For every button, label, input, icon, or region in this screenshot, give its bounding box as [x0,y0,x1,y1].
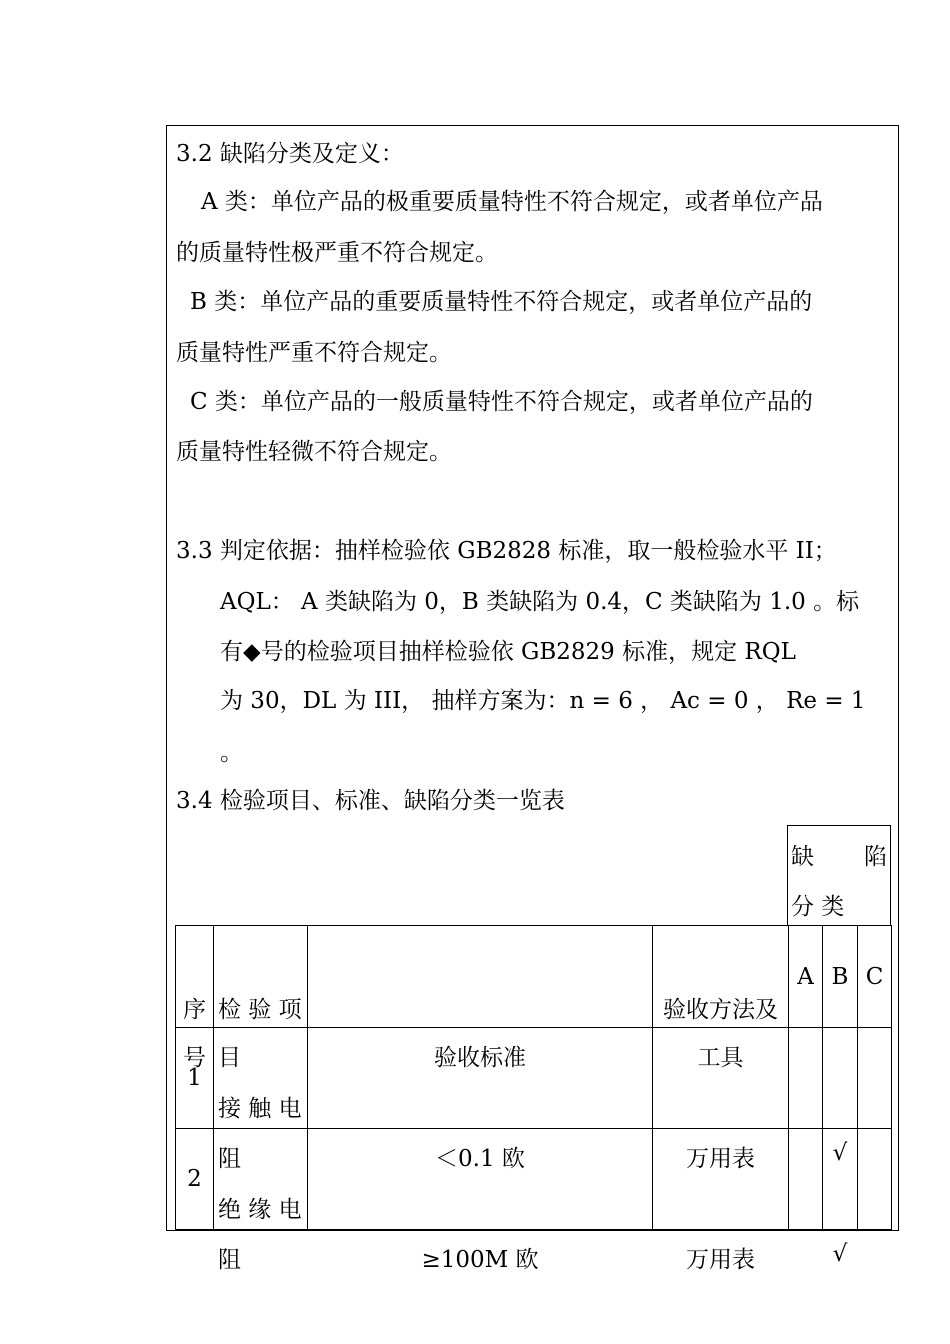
class-b-definition-line1: B 类：单位产品的重要质量特性不符合规定，或者单位产品的 [190,289,813,315]
header-class-b: B [823,926,858,1028]
table-header-row [176,926,892,1028]
row-acceptance-standard: ≥100M 欧 [308,1129,653,1230]
section-3-4-title: 3.4 检验项目、标准、缺陷分类一览表 [176,788,565,814]
row-class-a [789,1028,823,1129]
class-a-definition-line1: A 类：单位产品的极重要质量特性不符合规定，或者单位产品 [201,189,823,215]
row-class-c [858,1028,892,1129]
header-acceptance-method: 验收方法及 工具 [653,926,789,1028]
section-3-3-line1: 3.3 判定依据：抽样检验依 GB2828 标准，取一般检验水平 II； [176,538,837,564]
row-acceptance-method: 万用表 [653,1129,789,1230]
row-class-c [858,1129,892,1230]
header-class-c: C [858,926,892,1028]
row-acceptance-standard: ＜0.1 欧 [308,1028,653,1129]
inspection-table [175,925,892,1273]
section-3-3-line3: 有◆号的检验项目抽样检验依 GB2829 标准，规定 RQL [220,639,796,665]
class-c-definition-line2: 质量特性轻微不符合规定。 [176,439,452,465]
class-a-definition-line2: 的质量特性极严重不符合规定。 [176,240,498,266]
class-c-definition-line1: C 类：单位产品的一般质量特性不符合规定，或者单位产品的 [190,389,813,415]
check-mark-icon: √ [832,1140,848,1166]
row-class-a [789,1129,823,1230]
section-3-3-line2: AQL： A 类缺陷为 0，B 类缺陷为 0.4，C 类缺陷为 1.0 。标 [220,589,860,615]
defect-classification-header: 缺 陷 分 类 [787,825,891,925]
section-3-3-line4: 为 30，DL 为 III， 抽样方案为：n = 6 ， Ac = 0 ， Re = 1 [220,688,866,714]
class-b-definition-line2: 质量特性严重不符合规定。 [176,340,452,366]
row-acceptance-method: 万用表 [653,1028,789,1129]
header-acceptance-standard: 验收标准 [308,926,653,1028]
row-serial-no: 2 [176,1129,214,1230]
section-3-3-line5: 。 [220,740,243,766]
row-inspection-item: 接 触 电 阻 [214,1028,308,1129]
header-class-a: A [789,926,823,1028]
row-serial-no: 1 [176,1028,214,1129]
header-serial-no: 序 号 [176,926,214,1028]
section-3-2-title: 3.2 缺陷分类及定义： [176,141,404,167]
check-mark-icon: √ [832,1241,848,1267]
row-inspection-item: 绝 缘 电 阻 [214,1129,308,1230]
row-class-b [823,1028,858,1166]
header-inspection-item: 检 验 项 目 [214,926,308,1028]
